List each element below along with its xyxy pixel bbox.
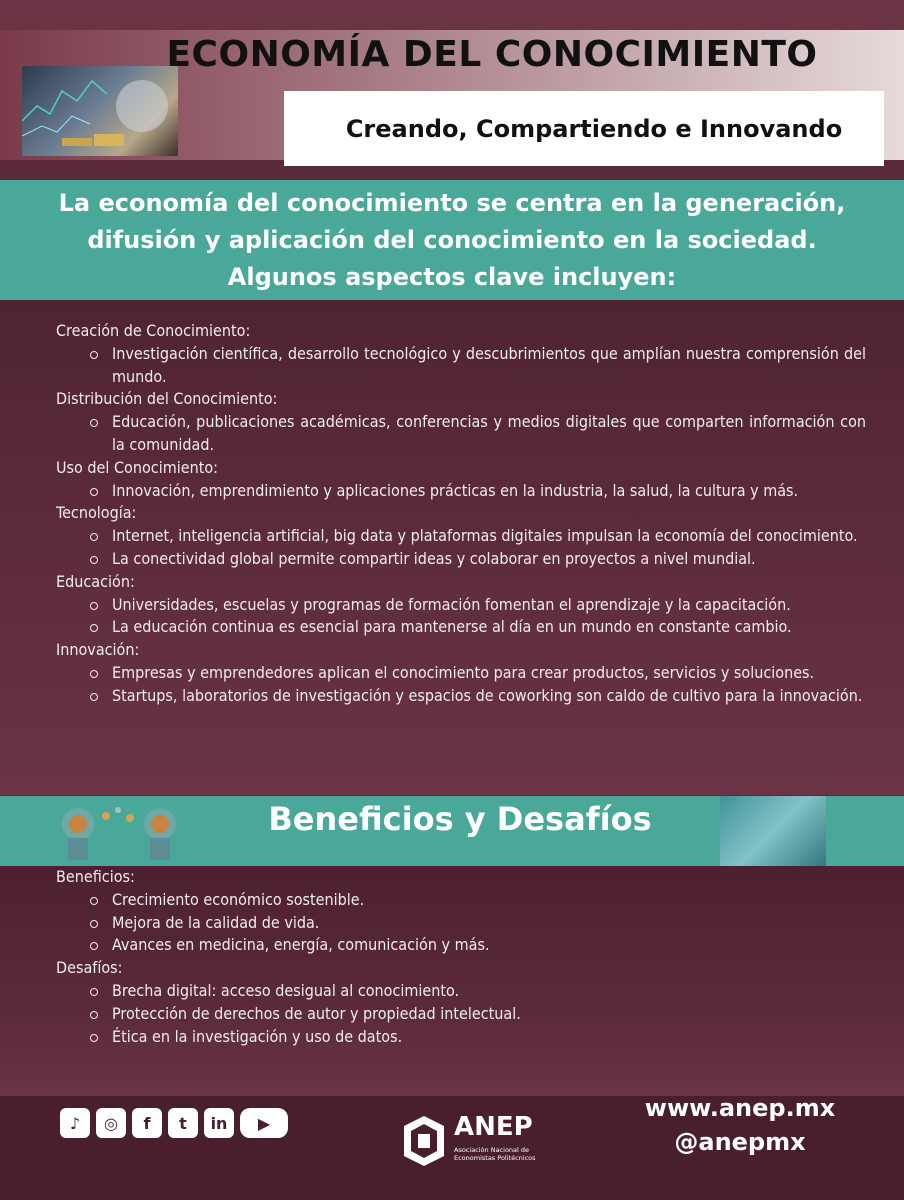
list-item-text: Brecha digital: acceso desigual al conocimiento.: [112, 980, 460, 1000]
section-title: Tecnología:: [56, 503, 137, 523]
aspects-list: [56, 320, 866, 708]
list-item: [56, 1003, 866, 1026]
circle-bullet-icon: [90, 419, 98, 427]
list-item: [56, 980, 866, 1003]
section: [56, 457, 866, 503]
bullet-list: [56, 889, 866, 957]
section-title: Innovación:: [56, 640, 140, 660]
list-item: [56, 616, 866, 639]
circle-bullet-icon: [90, 533, 98, 541]
list-item-text: Avances en medicina, energía, comunicación y más.: [112, 935, 490, 955]
list-item-text: Innovación, emprendimiento y aplicaciones prácticas en la industria, la salud, la cultura y más.: [112, 480, 799, 500]
circle-bullet-icon: [90, 942, 98, 950]
bullet-list: [56, 980, 866, 1048]
circle-bullet-icon: [90, 1034, 98, 1042]
facebook-icon[interactable]: f: [132, 1108, 162, 1138]
bullet-list: [56, 411, 866, 457]
bullet-list: [56, 480, 866, 503]
list-item-text: Empresas y emprendedores aplican el conocimiento para crear productos, servicios y soluciones.: [112, 662, 815, 682]
list-item: [56, 525, 866, 548]
list-item-text: Educación, publicaciones académicas, conferencias y medios digitales que comparten información con la comunidad.: [112, 412, 866, 454]
top-strip: [0, 0, 904, 30]
section: [56, 388, 866, 456]
section: [56, 571, 866, 639]
instagram-icon[interactable]: ◎: [96, 1108, 126, 1138]
circle-bullet-icon: [90, 988, 98, 996]
list-item: [56, 411, 866, 457]
circle-bullet-icon: [90, 670, 98, 678]
circle-bullet-icon: [90, 488, 98, 496]
section-title: Creación de Conocimiento:: [56, 321, 251, 340]
subtitle-box: [284, 91, 884, 166]
circle-bullet-icon: [90, 920, 98, 928]
list-item-text: Crecimiento económico sostenible.: [112, 889, 365, 909]
bullet-list: [56, 525, 866, 571]
section: [56, 320, 866, 388]
circle-bullet-icon: [90, 1011, 98, 1019]
logo-subtitle: Asociación Nacional de Economistas Politécnicos: [454, 1146, 536, 1162]
benefits-title: Beneficios y Desafíos: [268, 800, 652, 838]
list-item-text: Internet, inteligencia artificial, big data y plataformas digitales impulsan la economía del conocimiento.: [112, 526, 858, 546]
list-item: [56, 480, 866, 503]
section-title: Uso del Conocimiento:: [56, 457, 218, 477]
tiktok-icon[interactable]: ♪: [60, 1108, 90, 1138]
list-item: [56, 594, 866, 617]
list-item: [56, 934, 866, 957]
logo-name: ANEP: [454, 1112, 533, 1142]
list-item-text: La educación continua es esencial para mantenerse al día en un mundo en constante cambio.: [112, 617, 792, 637]
list-item-text: Mejora de la calidad de vida.: [112, 912, 320, 932]
page-subtitle: Creando, Compartiendo e Innovando: [345, 114, 843, 143]
list-item: [56, 343, 866, 389]
list-item-text: La conectividad global permite compartir ideas y colaborar en proyectos a nivel mundial.: [112, 548, 756, 568]
circle-bullet-icon: [90, 602, 98, 610]
circle-bullet-icon: [90, 556, 98, 564]
circle-bullet-icon: [90, 624, 98, 632]
twitter-icon[interactable]: t: [168, 1108, 198, 1138]
section-title: Distribución del Conocimiento:: [56, 389, 278, 409]
ai-robot-image: [22, 66, 178, 156]
intro-text: La economía del conocimiento se centra en la generación, difusión y aplicación del conocimiento en la sociedad. Algunos aspectos clave incluyen:: [58, 188, 846, 291]
section: [56, 639, 866, 707]
youtube-icon[interactable]: ▶: [240, 1108, 288, 1138]
page-title: ECONOMÍA DEL CONOCIMIENTO: [166, 34, 818, 75]
website-link[interactable]: www.anep.mx: [644, 1094, 836, 1122]
list-item: [56, 548, 866, 571]
list-item: [56, 662, 866, 685]
section-title: Educación:: [56, 571, 135, 591]
circle-bullet-icon: [90, 351, 98, 359]
intro-band: [0, 180, 904, 300]
section: [56, 866, 866, 957]
section: [56, 502, 866, 570]
list-item-text: Investigación científica, desarrollo tecnológico y descubrimientos que amplían nuestra comprensión del mundo.: [112, 343, 866, 386]
circle-bullet-icon: [90, 897, 98, 905]
list-item: [56, 889, 866, 912]
bullet-list: [56, 594, 866, 640]
section-title: Desafíos:: [56, 958, 123, 978]
bullet-list: [56, 662, 866, 708]
benefits-list: [56, 866, 866, 1048]
list-item-text: Ética en la investigación y uso de datos.: [112, 1026, 403, 1046]
section-title: Beneficios:: [56, 867, 135, 886]
section: [56, 957, 866, 1048]
bullet-list: [56, 343, 866, 389]
linkedin-icon[interactable]: in: [204, 1108, 234, 1138]
list-item-text: Protección de derechos de autor y propiedad intelectual.: [112, 1003, 521, 1023]
list-item: [56, 912, 866, 935]
social-icons: [60, 1108, 288, 1138]
list-item: [56, 685, 866, 708]
list-item-text: Startups, laboratorios de investigación y espacios de coworking son caldo de cultivo para la innovación.: [112, 685, 863, 705]
social-handle[interactable]: @anepmx: [674, 1128, 806, 1156]
list-item: [56, 1026, 866, 1049]
list-item-text: Universidades, escuelas y programas de formación fomentan el aprendizaje y la capacitación.: [112, 594, 791, 614]
circle-bullet-icon: [90, 693, 98, 701]
